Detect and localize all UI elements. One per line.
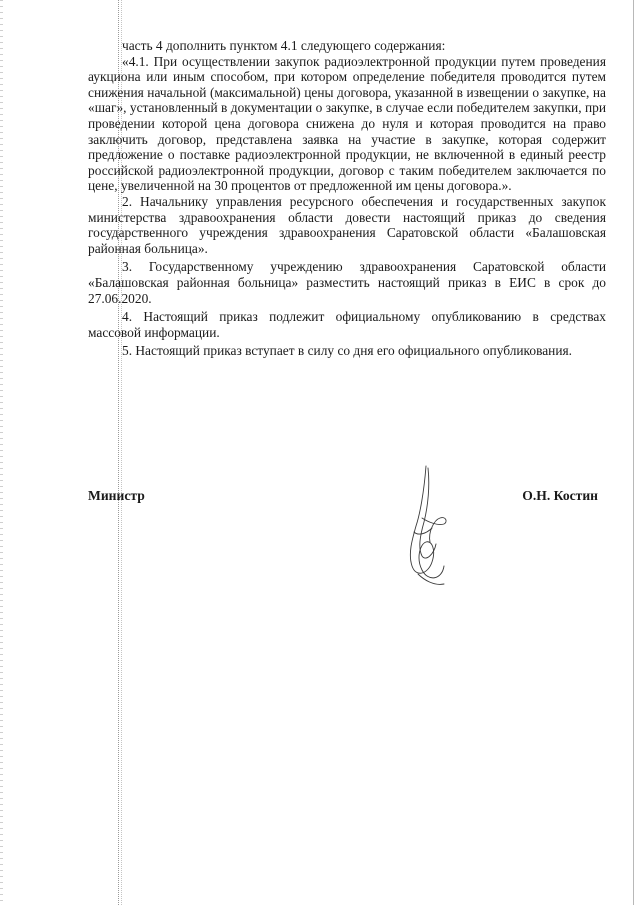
paragraph-item-2: 2. Начальнику управления ресурсного обеспечения и государственных закупок министерства здравоохранения области довести настоящий приказ до сведения государственного учреждения здравоохранения Саратовской области «Балашовская районная больница». [88, 193, 606, 256]
signatory-title: Министр [88, 488, 145, 503]
paragraph-item-3: 3. Государственному учреждению здравоохранения Саратовской области «Балашовская районная больница» разместить настоящий приказ в ЕИС в срок до 27.06.2020. [88, 259, 606, 306]
paragraph-item-4-1: «4.1. При осуществлении закупок радиоэлектронной продукции путем проведения аукциона или иным способом, при котором определение победителя проводится путем снижения начальной (максимальной) цены договора, указанной в извещении о закупке, на «шаг», установленный в документации о закупке, в случае если победителем закупки, при проведении которой цена договора снижена до нуля и которая проводится на право заключить договор, представлена заявка на участие в закупке, которая содержит предложение о поставке радиоэлектронной продукции, не включенной в единый реестр российской радиоэлектронной продукции, договор с таким победителем заключается по цене, увеличенной на 30 процентов от предложенной им цены договора.». [88, 53, 606, 194]
paragraph-item-5: 5. Настоящий приказ вступает в силу со дня его официального опубликования. [122, 343, 572, 359]
document-body [88, 38, 606, 359]
handwritten-signature-icon [398, 462, 458, 592]
scan-edge-artifact [0, 0, 3, 905]
paragraph-intro: часть 4 дополнить пунктом 4.1 следующего содержания: [122, 38, 446, 53]
scan-line-right [633, 0, 634, 905]
signature-block [88, 488, 598, 508]
paragraph-item-4: 4. Настоящий приказ подлежит официальному опубликованию в средствах массовой информации. [88, 309, 606, 340]
signatory-name: О.Н. Костин [522, 488, 598, 503]
